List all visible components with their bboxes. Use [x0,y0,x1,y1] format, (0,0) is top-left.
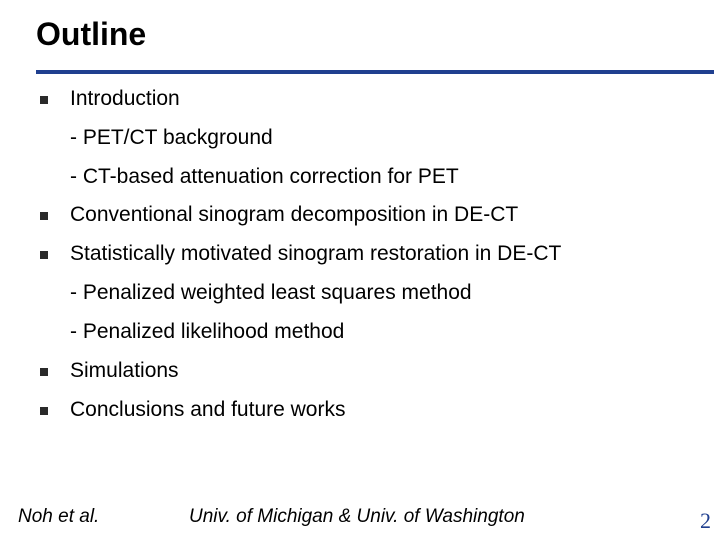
square-bullet-icon [40,96,48,104]
outline-subitem-label: - Penalized likelihood method [70,320,345,343]
outline-item-label: Statistically motivated sinogram restoration in DE-CT [70,242,562,265]
footer-authors: Noh et al. [18,506,100,527]
square-bullet-icon [40,251,48,259]
outline-item-label: Conclusions and future works [70,398,346,421]
outline-item-label: Conventional sinogram decomposition in DE-CT [70,203,519,226]
page-number: 2 [700,508,711,533]
outline-subitem-label: - Penalized weighted least squares method [70,281,472,304]
title-underline [36,70,714,74]
footer-affiliation: Univ. of Michigan & Univ. of Washington [189,506,525,527]
outline-item-label: Simulations [70,359,179,382]
slide-title: Outline [36,16,147,52]
outline-subitem-label: - PET/CT background [70,126,273,149]
square-bullet-icon [40,407,48,415]
square-bullet-icon [40,212,48,220]
square-bullet-icon [40,368,48,376]
outline-item-label: Introduction [70,87,180,110]
outline-subitem-label: - CT-based attenuation correction for PET [70,165,459,188]
